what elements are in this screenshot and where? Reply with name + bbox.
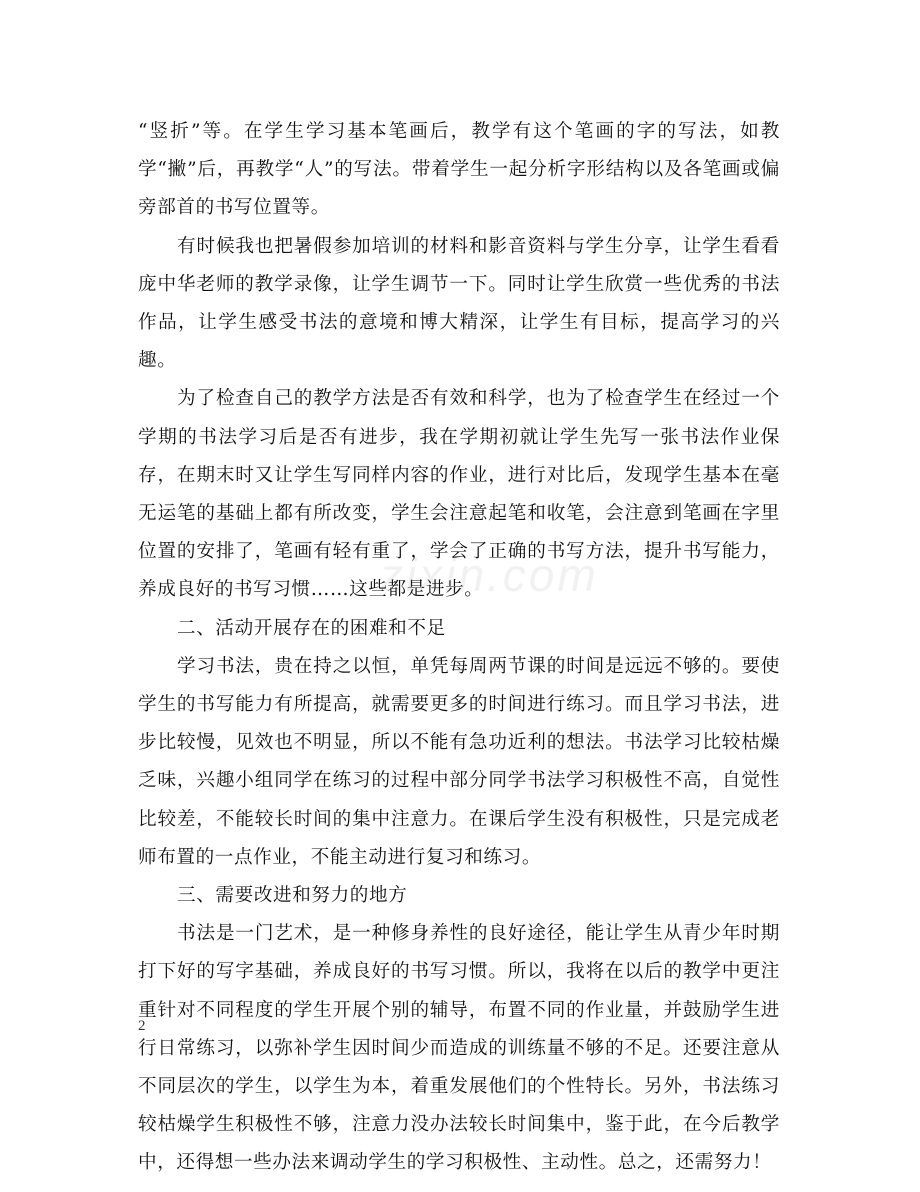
section-heading-difficulties: 二、活动开展存在的困难和不足 bbox=[177, 617, 446, 639]
paragraph-progress-check: 为了检查自己的教学方法是否有效和科学，也为了检查学生在经过一个学期的书法学习后是否有进步，我在学期初就让学生先写一张书法作业保存，在期末时又让学生写同样内容的作业，进行对比后，发现学生基本在毫无运笔的基础上都有所改变，学生会注意起笔和收笔，会注意到笔画在字里位置的安排了，笔画有轻有重了，学会了正确的书写方法，提升书写能力，养成良好的书写习惯……这些都是进步。 bbox=[138, 388, 780, 601]
paragraph-training-materials: 有时候我也把暑假参加培训的材料和影音资料与学生分享，让学生看看庞中华老师的教学录像，让学生调节一下。同时让学生欣赏一些优秀的书法作品，让学生感受书法的意境和博大精深，让学生有目标，提高学习的兴趣。 bbox=[138, 235, 780, 372]
page-number: 2 bbox=[138, 1018, 146, 1034]
paragraph-difficulties: 学习书法，贵在持之以恒，单凭每周两节课的时间是远远不够的。要使学生的书写能力有所提高，就需要更多的时间进行练习。而且学习书法，进步比较慢，见效也不明显，所以不能有急功近利的想法。书法学习比较枯燥乏味，兴趣小组同学在练习的过程中部分同学书法学习积极性不高，自觉性比较差，不能较长时间的集中注意力。在课后学生没有积极性，只是完成老师布置的一点作业，不能主动进行复习和练习。 bbox=[138, 655, 780, 868]
section-heading-improvements: 三、需要改进和努力的地方 bbox=[177, 885, 408, 907]
document-body bbox=[138, 113, 780, 1183]
paragraph-improvements: 书法是一门艺术，是一种修身养性的良好途径，能让学生从青少年时期打下好的写字基础，养成良好的书写习惯。所以，我将在以后的教学中更注重针对不同程度的学生开展个别的辅导，布置不同的作业量，并鼓励学生进行日常练习，以弥补学生因时间少而造成的训练量不够的不足。还要注意从不同层次的学生，以学生为本，着重发展他们的个性特长。另外，书法练习较枯燥学生积极性不够，注意力没办法较长时间集中，鉴于此，在今后教学中，还得想一些办法来调动学生的学习积极性、主动性。总之，还需努力！ bbox=[138, 923, 780, 1174]
paragraph-stroke-teaching: “竖折”等。在学生学习基本笔画后，教学有这个笔画的字的写法，如教学“撇”后，再教学“人”的写法。带着学生一起分析字形结构以及各笔画或偏旁部首的书写位置等。 bbox=[138, 121, 780, 219]
watermark: zixin.com bbox=[380, 549, 599, 601]
